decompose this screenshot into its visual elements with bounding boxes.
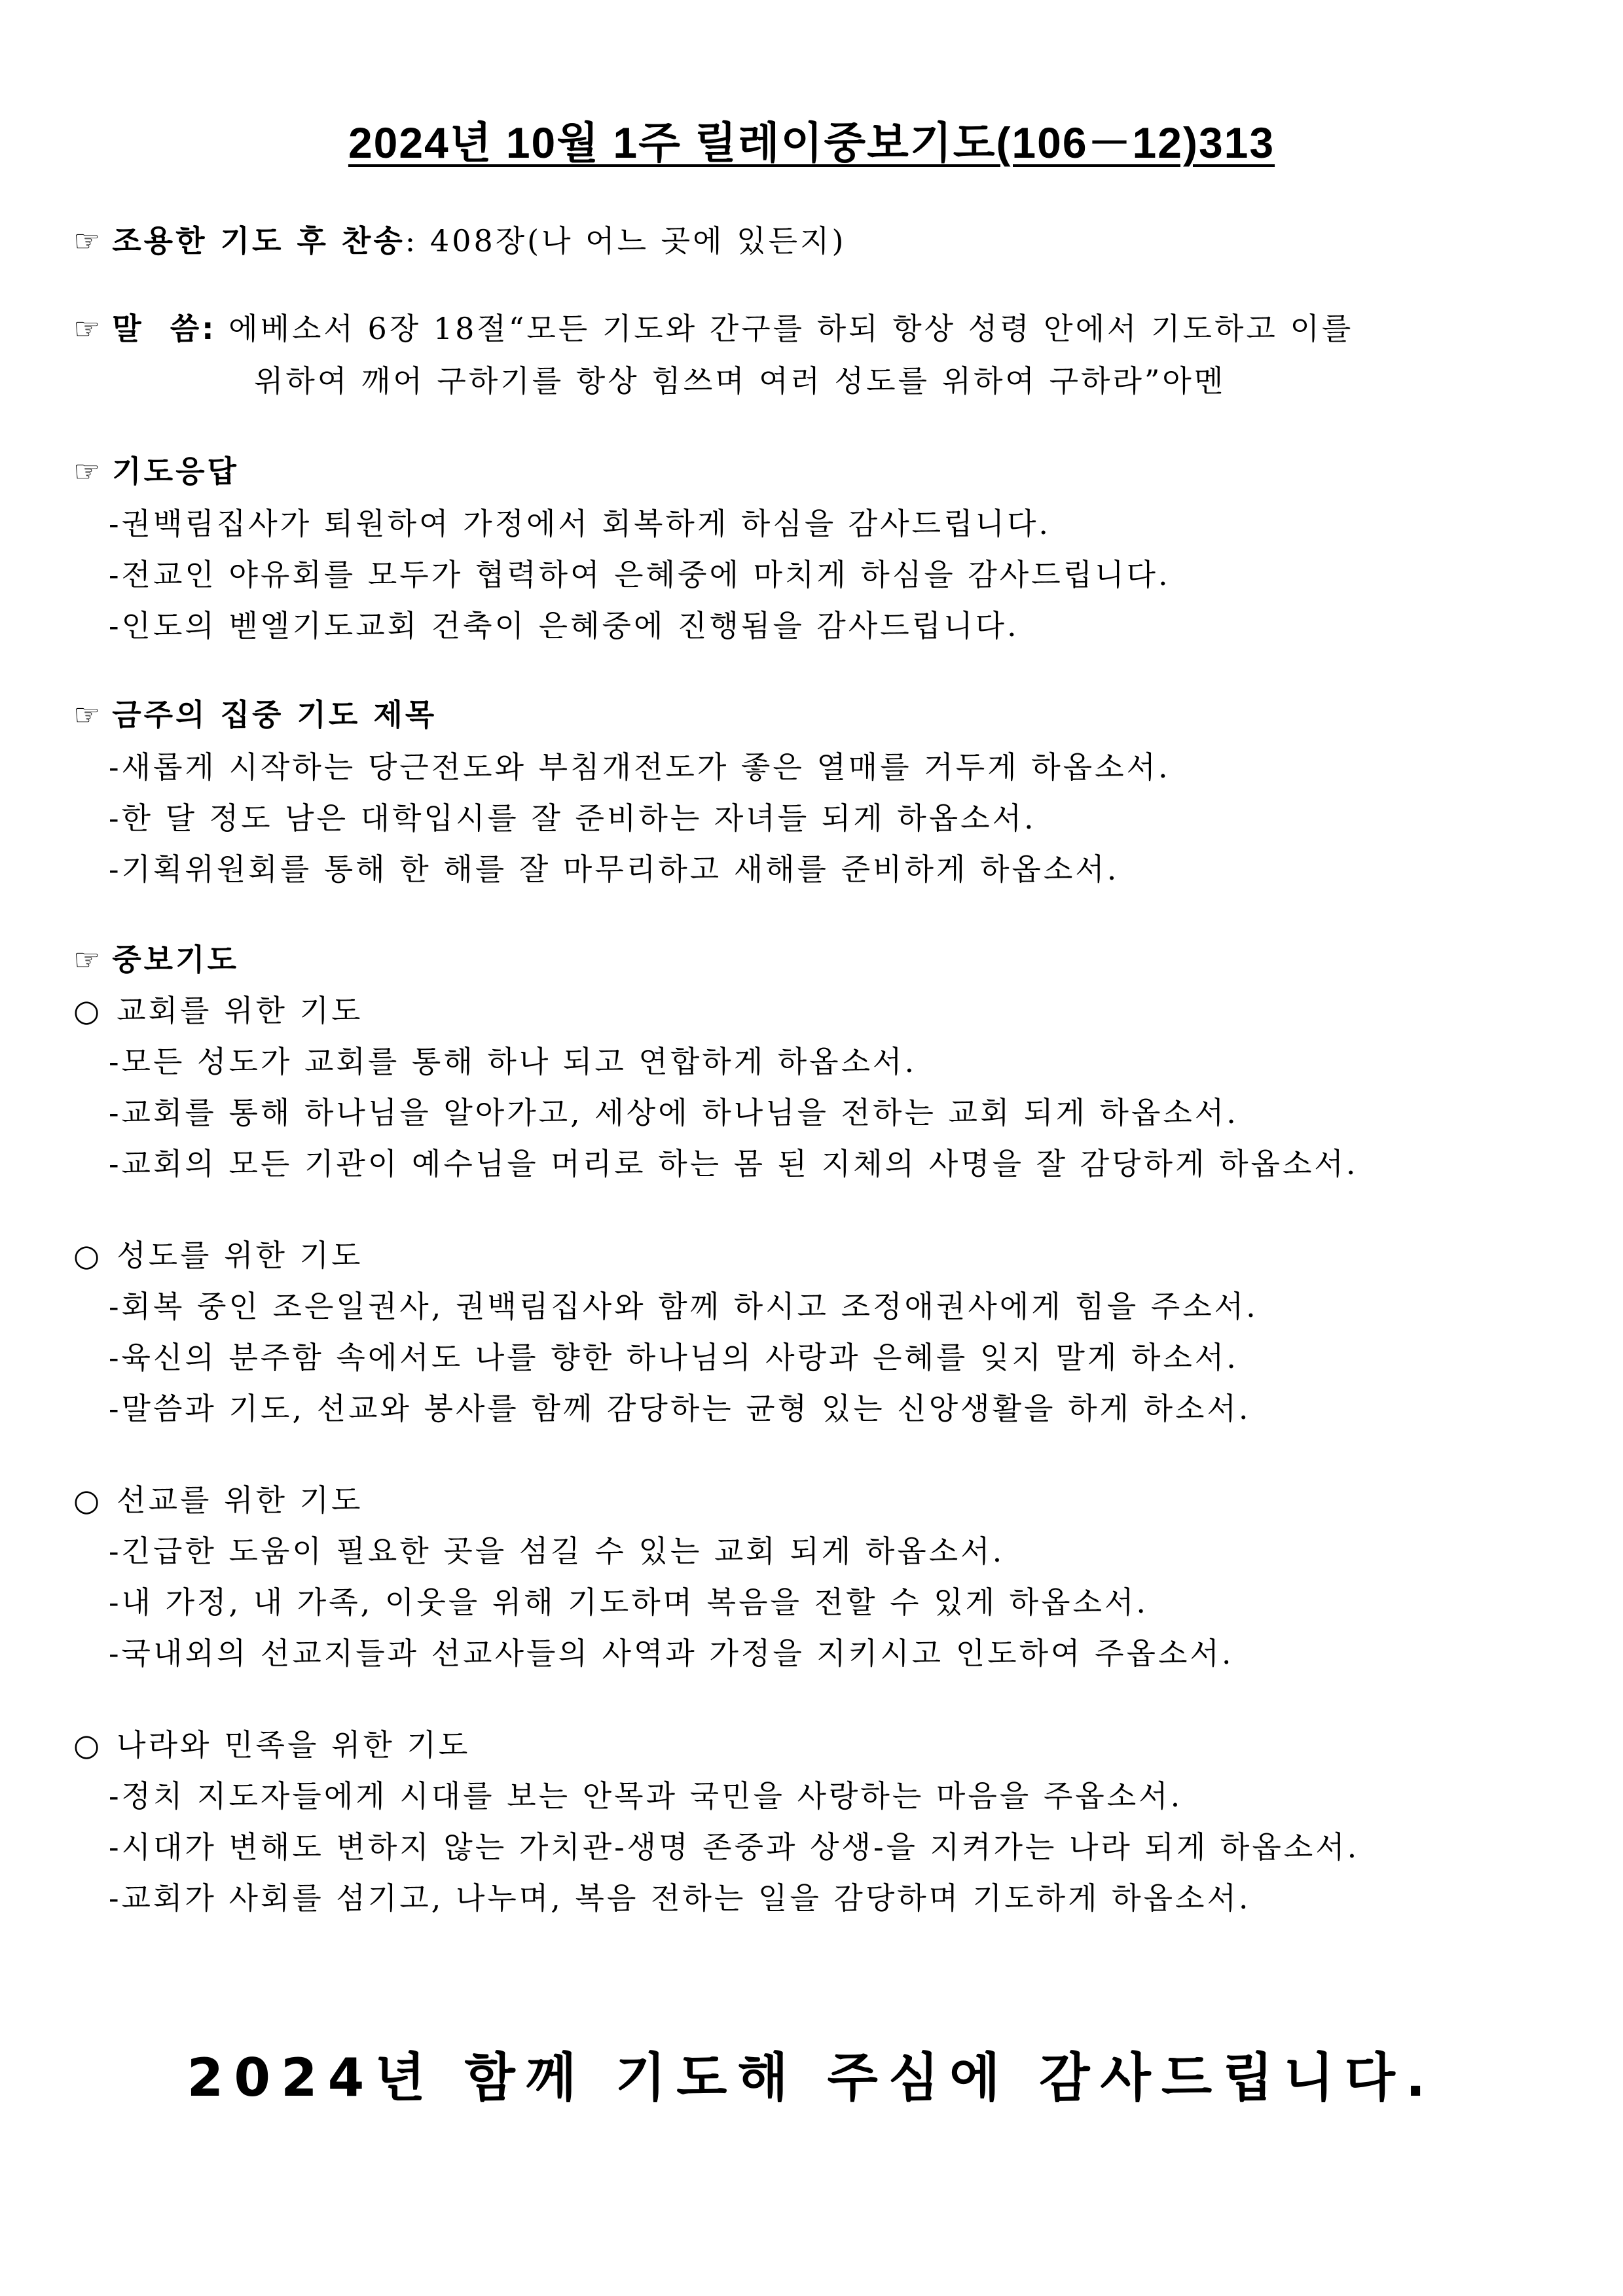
nation-section-title xyxy=(73,1725,470,1765)
list-item: -모든 성도가 교회를 통해 하나 되고 연합하게 하옵소서. xyxy=(109,1044,917,1079)
word-line-1 xyxy=(73,309,1353,348)
intercession-heading-label: 중보기도 xyxy=(112,942,239,977)
pointing-hand-icon: ☞ xyxy=(73,942,103,977)
circle-icon: ○ xyxy=(73,993,103,1028)
word-text-line-2: 위하여 깨어 구하기를 항상 힘쓰며 여러 성도를 위하여 구하라”아멘 xyxy=(254,363,1226,399)
closing-message: 2024년 함께 기도해 주심에 감사드립니다. xyxy=(187,2047,1436,2108)
list-item: -교회를 통해 하나님을 알아가고, 세상에 하나님을 전하는 교회 되게 하옵소서. xyxy=(109,1095,1239,1130)
list-item: -육신의 분주함 속에서도 나를 향한 하나님의 사랑과 은혜를 잊지 말게 하소서. xyxy=(109,1340,1239,1375)
section-title-label: 교회를 위한 기도 xyxy=(117,993,363,1028)
list-item: -교회의 모든 기관이 예수님을 머리로 하는 몸 된 지체의 사명을 잘 감당하게 하옵소서. xyxy=(109,1146,1359,1181)
list-item: -한 달 정도 남은 대학입시를 잘 준비하는 자녀들 되게 하옵소서. xyxy=(109,800,1036,836)
hymn-value: 408장(나 어느 곳에 있든지) xyxy=(429,223,847,259)
section-title-label: 성도를 위한 기도 xyxy=(117,1238,363,1273)
list-item: -국내외의 선교지들과 선교사들의 사역과 가정을 지키시고 인도하여 주옵소서. xyxy=(109,1636,1234,1671)
circle-icon: ○ xyxy=(73,1238,103,1273)
list-item: -새롭게 시작하는 당근전도와 부침개전도가 좋은 열매를 거두게 하옵소서. xyxy=(109,749,1171,785)
list-item: -말씀과 기도, 선교와 봉사를 함께 감당하는 균형 있는 신앙생활을 하게 하소서. xyxy=(109,1391,1251,1426)
circle-icon: ○ xyxy=(73,1727,103,1763)
focus-heading xyxy=(73,695,437,734)
list-item: -정치 지도자들에게 시대를 보는 안목과 국민을 사랑하는 마음을 주옵소서. xyxy=(109,1778,1183,1814)
church-section-title xyxy=(73,991,363,1030)
pointing-hand-icon: ☞ xyxy=(73,311,103,346)
pointing-hand-icon: ☞ xyxy=(73,697,103,732)
hymn-colon: : xyxy=(405,223,418,259)
section-title-label: 선교를 위한 기도 xyxy=(117,1482,363,1518)
answered-heading xyxy=(73,452,239,491)
circle-icon: ○ xyxy=(73,1482,103,1518)
hymn-label: 조용한 기도 후 찬송 xyxy=(112,223,405,259)
focus-heading-label: 금주의 집중 기도 제목 xyxy=(112,697,437,732)
list-item: -회복 중인 조은일권사, 권백림집사와 함께 하시고 조정애권사에게 힘을 주소서. xyxy=(109,1289,1258,1324)
section-title-label: 나라와 민족을 위한 기도 xyxy=(117,1727,471,1763)
list-item: -기획위원회를 통해 한 해를 잘 마무리하고 새해를 준비하게 하옵소서. xyxy=(109,852,1120,887)
pointing-hand-icon: ☞ xyxy=(73,223,103,259)
answered-heading-label: 기도응답 xyxy=(112,454,239,489)
saints-section-title xyxy=(73,1236,363,1275)
list-item: -내 가정, 내 가족, 이웃을 위해 기도하며 복음을 전할 수 있게 하옵소서. xyxy=(109,1585,1149,1620)
list-item: -권백림집사가 퇴원하여 가정에서 회복하게 하심을 감사드립니다. xyxy=(109,506,1051,541)
list-item: -전교인 야유회를 모두가 협력하여 은혜중에 마치게 하심을 감사드립니다. xyxy=(109,557,1171,592)
list-item: -긴급한 도움이 필요한 곳을 섬길 수 있는 교회 되게 하옵소서. xyxy=(109,1534,1005,1569)
list-item: -인도의 벧엘기도교회 건축이 은혜중에 진행됨을 감사드립니다. xyxy=(109,608,1019,643)
intercession-heading xyxy=(73,940,239,979)
list-item: -교회가 사회를 섬기고, 나누며, 복음 전하는 일을 감당하며 기도하게 하옵소서. xyxy=(109,1880,1251,1916)
word-text-line-1: 에베소서 6장 18절“모든 기도와 간구를 하되 항상 성령 안에서 기도하고 이를 xyxy=(228,311,1354,346)
list-item: -시대가 변해도 변하지 않는 가치관-생명 존중과 상생-을 지켜가는 나라 되게 하옵소서. xyxy=(109,1829,1360,1865)
hymn-line xyxy=(73,221,846,260)
page-title: 2024년 10월 1주 릴레이중보기도(106－12)313 xyxy=(348,118,1275,167)
mission-section-title xyxy=(73,1480,363,1520)
pointing-hand-icon: ☞ xyxy=(73,454,103,489)
word-label: 말 씀: xyxy=(112,311,217,346)
